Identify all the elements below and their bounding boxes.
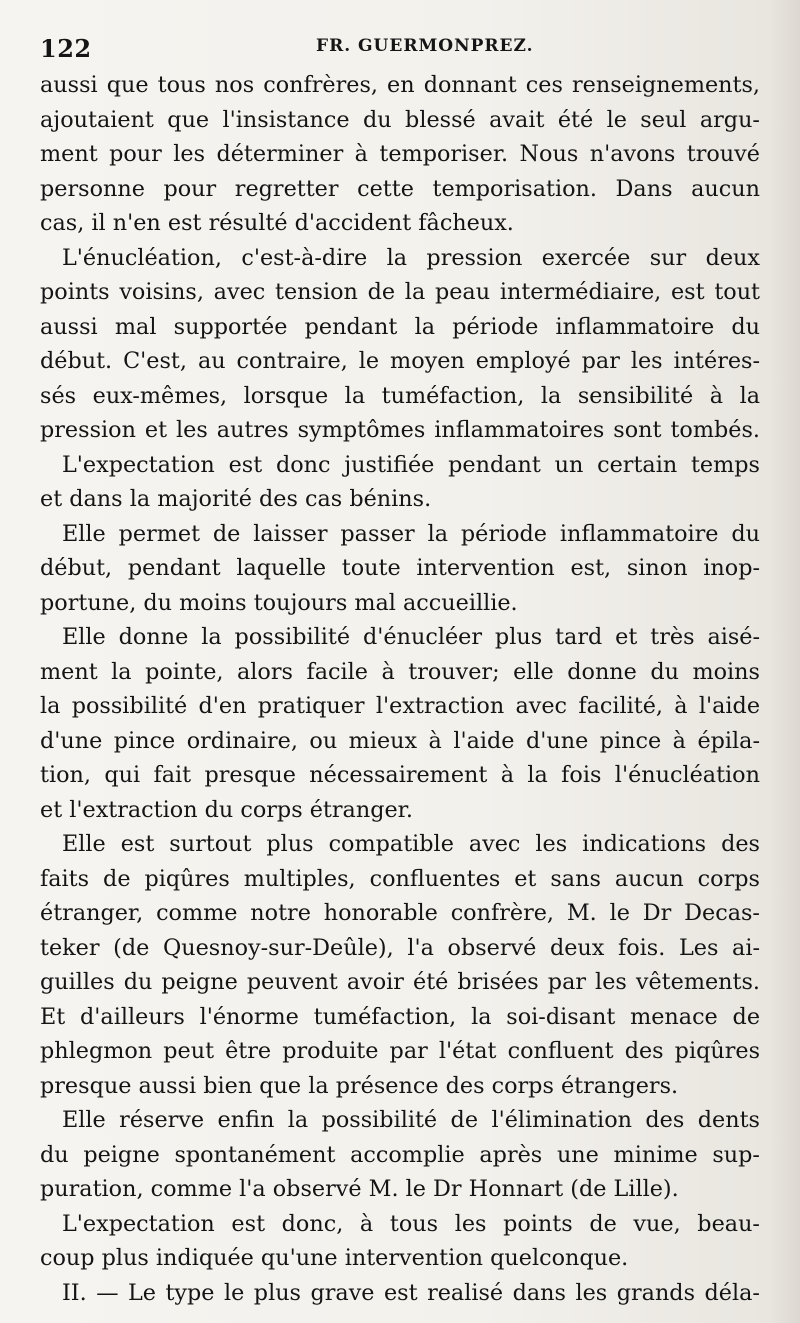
body-text: [40, 68, 760, 1310]
text-line: aussi mal supportée pendant la période inflammatoire du: [40, 313, 760, 340]
text-line: L'énucléation, c'est-à-dire la pression exercée sur deux: [62, 244, 760, 271]
text-line: du peigne spontanément accomplie après une minime sup-: [40, 1141, 760, 1168]
text-line: d'une pince ordinaire, ou mieux à l'aide d'une pince à épila-: [40, 727, 761, 754]
text-line: étranger, comme notre honorable confrère, M. le Dr Decas-: [40, 900, 760, 926]
text-line: puration, comme l'a observé M. le Dr Honnart (de Lille).: [40, 1176, 679, 1202]
text-line: Elle est surtout plus compatible avec les indications des: [62, 831, 761, 857]
text-line: Et d'ailleurs l'énorme tuméfaction, la soi-disant menace de: [40, 1003, 761, 1030]
text-line: la possibilité d'en pratiquer l'extraction avec facilité, à l'aide: [40, 693, 761, 719]
text-line: II. — Le type le plus grave est realisé dans les grands déla-: [62, 1279, 760, 1306]
text-line: ment la pointe, alors facile à trouver; elle donne du moins: [40, 658, 760, 685]
text-line: et l'extraction du corps étranger.: [40, 796, 413, 823]
text-line: Elle permet de laisser passer la période inflammatoire du: [62, 520, 760, 547]
text-line: aussi que tous nos confrères, en donnant ces renseignements,: [40, 72, 761, 98]
running-head: FR. GUERMONPREZ.: [316, 36, 534, 56]
text-line: phlegmon peut être produite par l'état confluent des piqûres: [40, 1038, 761, 1064]
text-line: tion, qui fait presque nécessairement à la fois l'énucléation: [40, 762, 760, 788]
page-number: 122: [40, 34, 92, 63]
text-line: ajoutaient que l'insistance du blessé avait été le seul argu-: [40, 106, 760, 133]
text-line: L'expectation est donc, à tous les points de vue, beau-: [62, 1210, 760, 1237]
text-line: ment pour les déterminer à temporiser. Nous n'avons trouvé: [40, 141, 760, 167]
text-line: et dans la majorité des cas bénins.: [40, 486, 432, 512]
text-line: Elle donne la possibilité d'énucléer plus tard et très aisé-: [62, 624, 761, 650]
text-line: guilles du peigne peuvent avoir été brisées par les vêtements.: [40, 969, 761, 995]
page-header: [40, 28, 760, 64]
text-line: personne pour regretter cette temporisation. Dans aucun: [40, 175, 760, 202]
text-line: début, pendant laquelle toute intervention est, sinon inop-: [40, 555, 761, 581]
text-line: début. C'est, au contraire, le moyen employé par les intéres-: [40, 348, 761, 374]
text-line: points voisins, avec tension de la peau intermédiaire, est tout: [40, 279, 761, 305]
text-line: faits de piqûres multiples, confluentes et sans aucun corps: [40, 865, 760, 892]
text-line: Elle réserve enfin la possibilité de l'élimination des dents: [62, 1107, 760, 1133]
text-line: L'expectation est donc justifiée pendant un certain temps: [62, 451, 760, 478]
text-line: portune, du moins toujours mal accueillie.: [40, 589, 518, 616]
text-line: sés eux-mêmes, lorsque la tuméfaction, la sensibilité à la: [40, 382, 761, 409]
text-line: cas, il n'en est résulté d'accident fâcheux.: [40, 210, 514, 236]
text-line: teker (de Quesnoy-sur-Deûle), l'a observé deux fois. Les ai-: [40, 934, 760, 961]
text-line: presque aussi bien que la présence des corps étrangers.: [40, 1072, 679, 1099]
text-line: pression et les autres symptômes inflammatoires sont tombés.: [40, 417, 760, 443]
text-line: coup plus indiquée qu'une intervention quelconque.: [40, 1245, 629, 1271]
